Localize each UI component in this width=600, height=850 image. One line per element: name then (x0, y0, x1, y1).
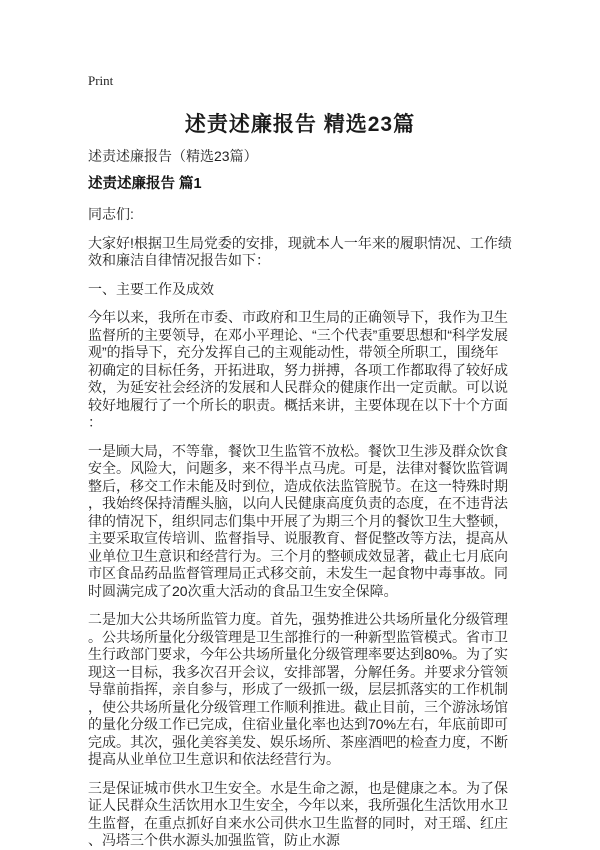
paragraph-point-three: 三是保证城市供水卫生安全。水是生命之源，也是健康之本。为了保证人民群众生活饮用水卫生安全，今年以来，我所强化生活饮用水卫生监督，在重点抓好自来水公司供水卫生监督的同时，对王瑶、红庄、冯塔三个供水源头加强监管，防止水源 (88, 779, 508, 848)
paragraph-point-two: 二是加大公共场所监管力度。首先，强势推进公共场所量化分级管理。公共场所量化分级管理是卫生部推行的一种新型监管模式。省市卫生行政部门要求，今年公共场所量化分级管理率要达到80%。为了实现这一目标，我多次召开会议，安排部署，分解任务。并要求分管领导靠前指挥，亲自参与，形成了一级抓一级，层层抓落实的工作机制，使公共场所量化分级管理工作顺利推进。截止目前，三个游泳场馆的量化分级工作已完成，住宿业量化率也达到70%左右，年底前即可完成。其次，强化美容美发、娱乐场所、茶座酒吧的检查力度，不断提高从业单位卫生意识和依法经营行为。 (88, 611, 509, 767)
document-subtitle: 述责述廉报告（精选23篇） (88, 148, 258, 164)
paragraph-overview: 今年以来，我所在市委、市政府和卫生局的正确领导下，我作为卫生监督所的主要领导，在邓小平理论、“三个代表”重要思想和“科学发展观”的指导下，充分发挥自己的主观能动性，带领全所职工，围绕年初确定的目标任务，开拓进取，努力拼搏，各项工作都取得了较好成效，为延安社会经济的发展和人民群众的健康作出一定贡献。可以说较好地履行了一个所长的职责。概括来讲，主要体现在以下十个方面： (88, 309, 508, 430)
page-title: 述责述廉报告 精选23篇 (184, 113, 416, 136)
paragraph-point-one: 一是顾大局，不等靠，餐饮卫生监管不放松。餐饮卫生涉及群众饮食安全。风险大，问题多，来不得半点马虎。可是，法律对餐饮监管调整后，移交工作未能及时到位，造成依法监管脱节。在这一特殊时期，我始终保持清醒头脑，以向人民健康高度负责的态度，在不违背法律的情况下，组织同志们集中开展了为期三个月的餐饮卫生大整顿，主要采取宣传培训、监督指导、说服教育、督促整改等方法，提高从业单位卫生意识和经营行为。三个月的整顿成效显著，截止七月底向市区食品药品监督管理局正式移交前，未发生一起食物中毒事故。同时圆满完成了20次重大活动的食品卫生安全保障。 (88, 442, 508, 599)
paragraph-salutation: 同志们: (88, 206, 134, 222)
print-link[interactable]: Print (88, 73, 114, 88)
paragraph-heading-main-work: 一、主要工作及成效 (88, 280, 214, 297)
paragraph-intro: 大家好!根据卫生局党委的安排，现就本人一年来的履职情况、工作绩效和廉洁自律情况报告如下： (88, 234, 512, 268)
section-heading: 述责述廉报告 篇1 (88, 176, 202, 192)
